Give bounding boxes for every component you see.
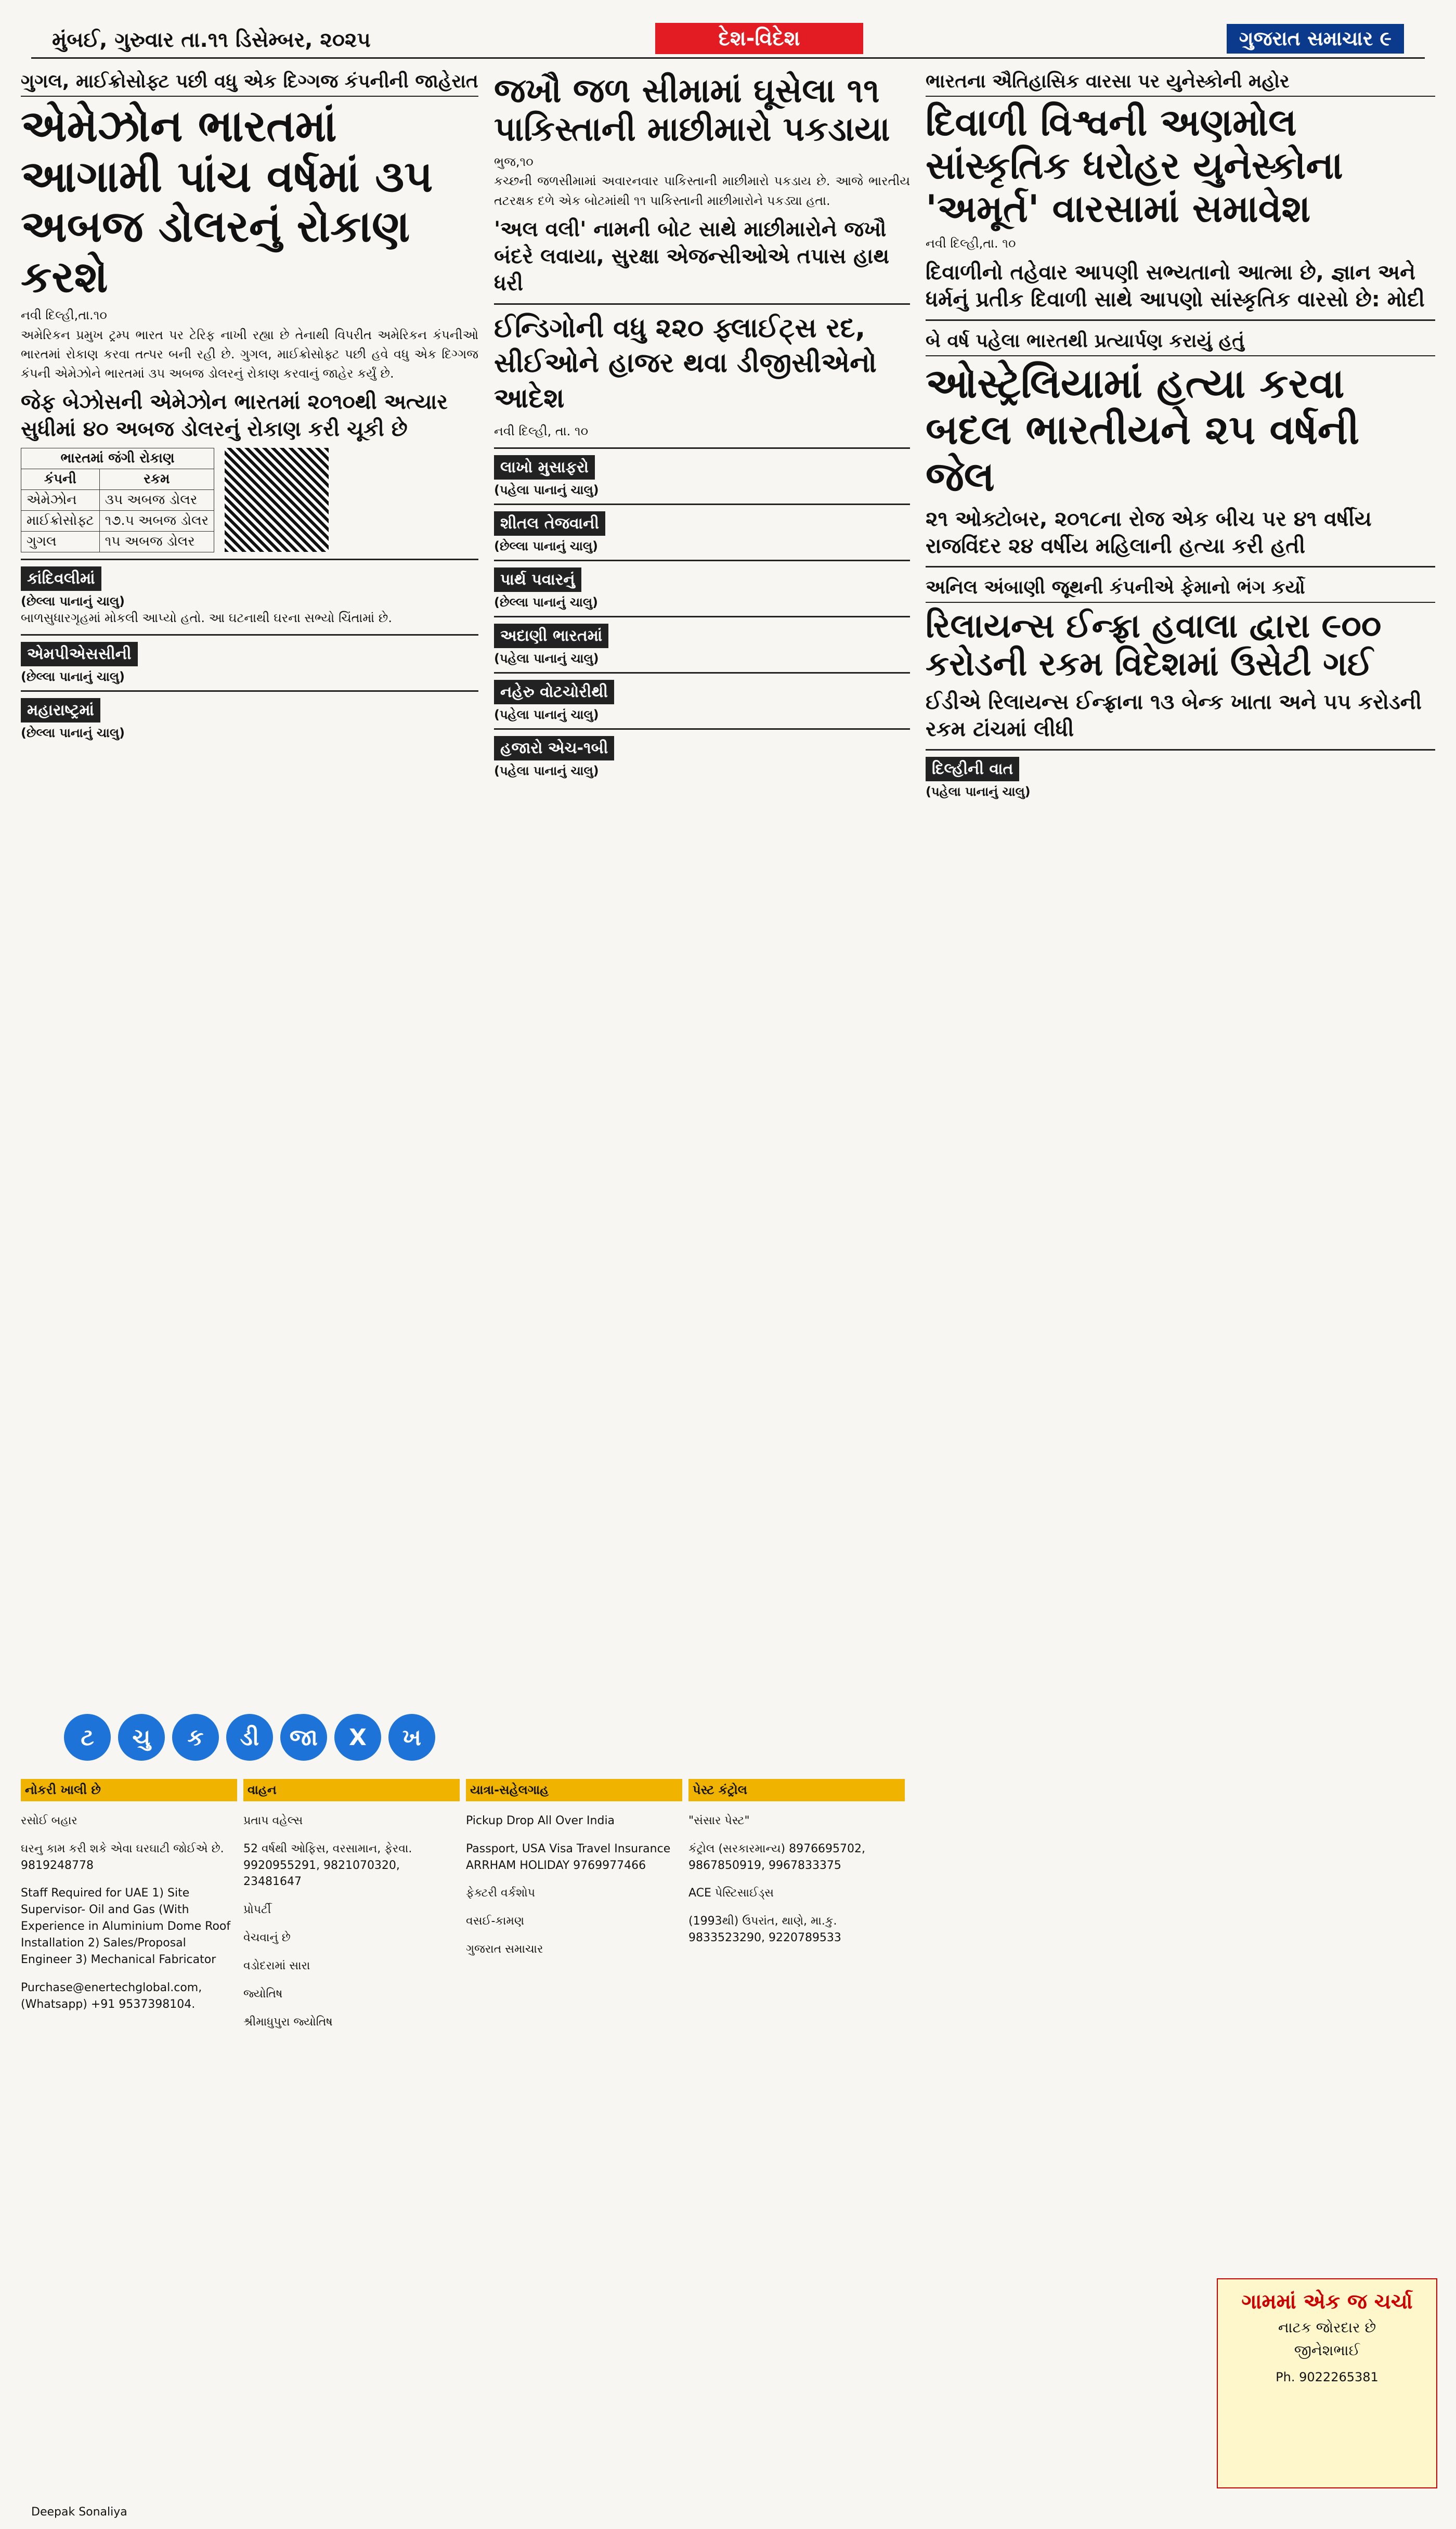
kandivali-cont: (છેલ્લા પાનાનું ચાલુ) xyxy=(21,594,125,609)
classified-item: રસોઈ બહાર xyxy=(21,1814,77,1827)
reliance-kicker: અનિલ અંબાણી જૂથની કંપનીએ ફેમાનો ભંગ કર્યો xyxy=(926,574,1435,603)
table-cell: ૧૫ અબજ ડોલર xyxy=(99,532,214,552)
classified-title: નોકરી ખાલી છે xyxy=(21,1779,237,1801)
delhi-title: દિલ્હીની વાત xyxy=(926,757,1019,781)
kandivali-title: કાંદિવલીમાં xyxy=(21,566,101,591)
classified-item: "સંસાર પેસ્ટ" xyxy=(688,1814,750,1827)
classified-item: ઘરનુ કામ કરી શકે એવા ઘરઘાટી જોઈએ છે. 9819248778 xyxy=(21,1842,224,1872)
page-credit: Deepak Sonaliya xyxy=(31,2506,127,2519)
h1b-cont: (પહેલા પાનાનું ચાલુ) xyxy=(494,763,599,778)
unesco-headline: દિવાળી વિશ્વની અણમોલ સાંસ્કૃતિક ધરોહર યુનેસ્કોના 'અમૂર્ત' વારસામાં સમાવેશ xyxy=(926,100,1343,230)
parth-cont: (છેલ્લા પાનાનું ચાલુ) xyxy=(494,595,599,610)
classified-column xyxy=(688,1779,905,2492)
amazon-headline: એમેઝોન ભારતમાં આગામી પાંચ વર્ષમાં ૩૫ અબજ ડોલરનું રોકાણ કરશે xyxy=(21,100,433,302)
tukdi-letter: જા xyxy=(280,1714,327,1761)
delhi-cont: (પહેલા પાનાનું ચાલુ) xyxy=(926,784,1031,799)
mpsc-cont: (છેલ્લા પાનાનું ચાલુ) xyxy=(21,669,125,685)
classified-item: Passport, USA Visa Travel Insurance ARRHAM HOLIDAY 9769977466 xyxy=(466,1842,671,1872)
classified-item: વસઈ-કામણ xyxy=(466,1915,525,1928)
lakho-cont: (પહેલા પાનાનું ચાલુ) xyxy=(494,482,599,497)
jakhau-body: કચ્છની જળસીમામાં અવારનવાર પાકિસ્તાની માછીમારો પકડાય છે. આજે ભારતીય તટરક્ષક દળે એક બોટમાંથી ૧૧ પાકિસ્તાની માછીમારોને પકડ્યા હતા. xyxy=(494,174,910,208)
nehru-cont: (પહેલા પાનાનું ચાલુ) xyxy=(494,707,599,722)
table-cell: ગુગલ xyxy=(21,532,100,552)
tukdi-letter: ચુ xyxy=(118,1714,165,1761)
unesco-subhead: દિવાળીનો તહેવાર આપણી સભ્યતાનો આત્મા છે, જ્ઞાન અને ધર્મનું પ્રતીક દિવાળી સાથે આપણો સાંસ્કૃતિક વારસો છે: મોદી xyxy=(926,260,1425,312)
classified-column xyxy=(21,1779,237,2492)
unesco-kicker: ભારતના ઐતિહાસિક વારસા પર યુનેસ્કોની મહોર xyxy=(926,68,1435,97)
parth-title: પાર્થ પવારનું xyxy=(494,567,581,592)
column-left xyxy=(21,68,478,1691)
classified-column xyxy=(466,1779,682,2492)
sheetal-title: શીતલ તેજવાની xyxy=(494,511,605,536)
amazon-subhead: જેફ બેઝોસની એમેઝોન ભારતમાં ૨૦૧૦થી અત્યાર સુધીમાં ૪૦ અબજ ડોલરનું રોકાણ કરી ચૂકી છે xyxy=(21,390,448,442)
ad-subtitle: નાટક જોરદાર છે xyxy=(1278,2319,1376,2336)
table-cell: એમેઝોન xyxy=(21,490,100,511)
page-header xyxy=(31,21,1425,59)
reliance-subhead: ઈડીએ રિલાયન્સ ઈન્ફ્રાના ૧૩ બેન્ક ખાતા અને ૫૫ કરોડની રકમ ટાંચમાં લીધી xyxy=(926,690,1422,741)
tukdi-letter: ક xyxy=(172,1714,219,1761)
classified-item: Staff Required for UAE 1) Site Supervisor- Oil and Gas (With Experience in Aluminium Dome Roof Installation 2) Sales/Proposal Engineer 3) Mechanical Fabricator xyxy=(21,1887,231,1967)
tukdi-letter: ટ xyxy=(64,1714,111,1761)
ad-phone: Ph. 9022265381 xyxy=(1276,2370,1379,2384)
classified-item: વડોદરામાં સારા xyxy=(243,1959,310,1973)
maharashtra-cont: (છેલ્લા પાનાનું ચાલુ) xyxy=(21,726,125,741)
table-cell: માઈક્રોસોફ્ટ xyxy=(21,511,100,532)
classified-item: ગુજરાત સમાચાર xyxy=(466,1943,543,1956)
adani-cont: (પહેલા પાનાનું ચાલુ) xyxy=(494,651,599,666)
classified-item: શ્રીમાધુપુરા જ્યોતિષ xyxy=(243,2015,333,2029)
classified-column xyxy=(243,1779,460,2492)
table-row xyxy=(21,532,214,552)
classified-item: (1993થી) ઉપરાંત, થાણે, મા.કુ. 9833523290, 9220789533 xyxy=(688,1915,841,1945)
table-header: રકમ xyxy=(99,469,214,490)
table-cell: ૧૭.૫ અબજ ડોલર xyxy=(99,511,214,532)
investment-table xyxy=(21,448,214,552)
adani-title: અદાણી ભારતમાં xyxy=(494,624,608,648)
lakho-title: લાખો મુસાફરો xyxy=(494,455,595,480)
amazon-body: અમેરિકન પ્રમુખ ટ્રમ્પ ભારત પર ટેરિફ નાખી રહ્યા છે તેનાથી વિપરીત અમેરિકન કંપનીઓ ભારતમાં રોકાણ કરવા તત્પર બની રહી છે. ગુગલ, માઈક્રોસોફ્ટ પછી હવે વધુ એક દિગ્ગજ કંપની એમેઝોને ભારતમાં ૩૫ અબજ ડોલરનું રોકાણ કરવાનું જાહેર કર્યું છે. xyxy=(21,327,478,381)
mpsc-title: એમપીએસસીની xyxy=(21,642,138,666)
classified-item: 52 વર્ષથી ઓફિસ, વરસામાન, ફેરવા. 9920955291, 9821070320, 23481647 xyxy=(243,1842,412,1889)
unesco-dateline: નવી દિલ્હી,તા. ૧૦ xyxy=(926,236,1016,251)
issue-date: મુંબઈ, ગુરુવાર તા.૧૧ ડિસેમ્બર, ૨૦૨૫ xyxy=(52,28,371,52)
classified-item: પ્રતાપ વહેલ્સ xyxy=(243,1814,303,1827)
amazon-kicker: ગુગલ, માઈક્રોસોફ્ટ પછી વધુ એક દિગ્ગજ કંપનીની જાહેરાત xyxy=(21,68,478,97)
qr-code[interactable] xyxy=(225,448,329,552)
tukdi-letter: ડી xyxy=(226,1714,273,1761)
newspaper-brand: ગુજરાત સમાચાર ૯ xyxy=(1227,24,1404,54)
amazon-dateline: નવી દિલ્હી,તા.૧૦ xyxy=(21,308,107,323)
jakhau-dateline: ભુજ,૧૦ xyxy=(494,154,534,170)
australia-kicker: બે વર્ષ પહેલા ભારતથી પ્રત્યાર્પણ કરાયું હતું xyxy=(926,327,1435,356)
classified-item: Pickup Drop All Over India xyxy=(466,1814,615,1827)
classified-item: વેચવાનું છે xyxy=(243,1931,291,1945)
tukdi-banner xyxy=(21,1706,478,1769)
classifieds xyxy=(21,1779,905,2492)
maharashtra-title: મહારાષ્ટ્રમાં xyxy=(21,698,100,722)
australia-headline: ઓસ્ટ્રેલિયામાં હત્યા કરવા બદલ ભારતીયને ૨૫ વર્ષની જેલ xyxy=(926,359,1360,500)
table-cell: ૩૫ અબજ ડોલર xyxy=(99,490,214,511)
section-label: દેશ-વિદેશ xyxy=(655,23,863,54)
ad-title: ગામમાં એક જ ચર્ચા xyxy=(1241,2290,1413,2314)
classified-item: જ્યોતિષ xyxy=(243,1988,283,2001)
classified-item: પ્રોપર્ટી xyxy=(243,1903,271,1917)
classified-title: વાહન xyxy=(243,1779,460,1801)
table-header: કંપની xyxy=(21,469,100,490)
table-row xyxy=(21,511,214,532)
sheetal-cont: (છેલ્લા પાનાનું ચાલુ) xyxy=(494,538,599,553)
drama-advertisement[interactable] xyxy=(1217,2278,1437,2488)
h1b-title: હજારો એચ-૧બી xyxy=(494,736,614,760)
kandivali-body: બાળસુધારગૃહમાં મોકલી આપ્યો હતો. આ ઘટનાથી ઘરના સભ્યો ચિંતામાં છે. xyxy=(21,611,392,626)
classified-title: પેસ્ટ કંટ્રોલ xyxy=(688,1779,905,1801)
jakhau-subhead: 'અલ વલી' નામની બોટ સાથે માછીમારોને જખૌ બંદરે લવાયા, સુરક્ષા એજન્સીઓએ તપાસ હાથ ધરી xyxy=(494,217,890,295)
tukdi-letter: ખ xyxy=(388,1714,435,1761)
classified-item: કંટ્રોલ (સરકારમાન્ય) 8976695702, 9867850919, 9967833375 xyxy=(688,1842,866,1872)
classified-item: ACE પેસ્ટિસાઈડ્સ xyxy=(688,1887,774,1900)
column-right xyxy=(926,68,1435,2263)
tukdi-letter: X xyxy=(334,1714,381,1761)
nehru-title: નહેરુ વોટચોરીથી xyxy=(494,680,614,704)
classified-title: યાત્રા-સહેલગાહ xyxy=(466,1779,682,1801)
reliance-headline: રિલાયન્સ ઈન્ફ્રા હવાલા દ્વારા ૯૦૦ કરોડની રકમ વિદેશમાં ઉસેટી ગઈ xyxy=(926,606,1382,684)
indigo-headline: ઈન્ડિગોની વધુ ૨૨૦ ફ્લાઈટ્સ રદ, સીઈઓને હાજર થવા ડીજીસીએનો આદેશ xyxy=(494,312,877,414)
jakhau-headline: જખૌ જળ સીમામાં ઘૂસેલા ૧૧ પાકિસ્તાની માછીમારો પકડાયા xyxy=(494,71,890,149)
classified-item: Purchase@enertechglobal.com, (Whatsapp) +91 9537398104. xyxy=(21,1981,202,2011)
ad-person: જીનેશભાઈ xyxy=(1294,2342,1360,2359)
australia-subhead: ૨૧ ઓક્ટોબર, ૨૦૧૮ના રોજ એક બીચ પર ૪૧ વર્ષીય રાજવિંદર ૨૪ વર્ષીય મહિલાની હત્યા કરી હતી xyxy=(926,507,1372,558)
table-title: ભારતમાં જંગી રોકાણ xyxy=(21,448,214,469)
classified-item: ફેક્ટરી વર્કશોપ xyxy=(466,1887,536,1900)
table-row xyxy=(21,490,214,511)
indigo-dateline: નવી દિલ્હી, તા. ૧૦ xyxy=(494,423,589,438)
